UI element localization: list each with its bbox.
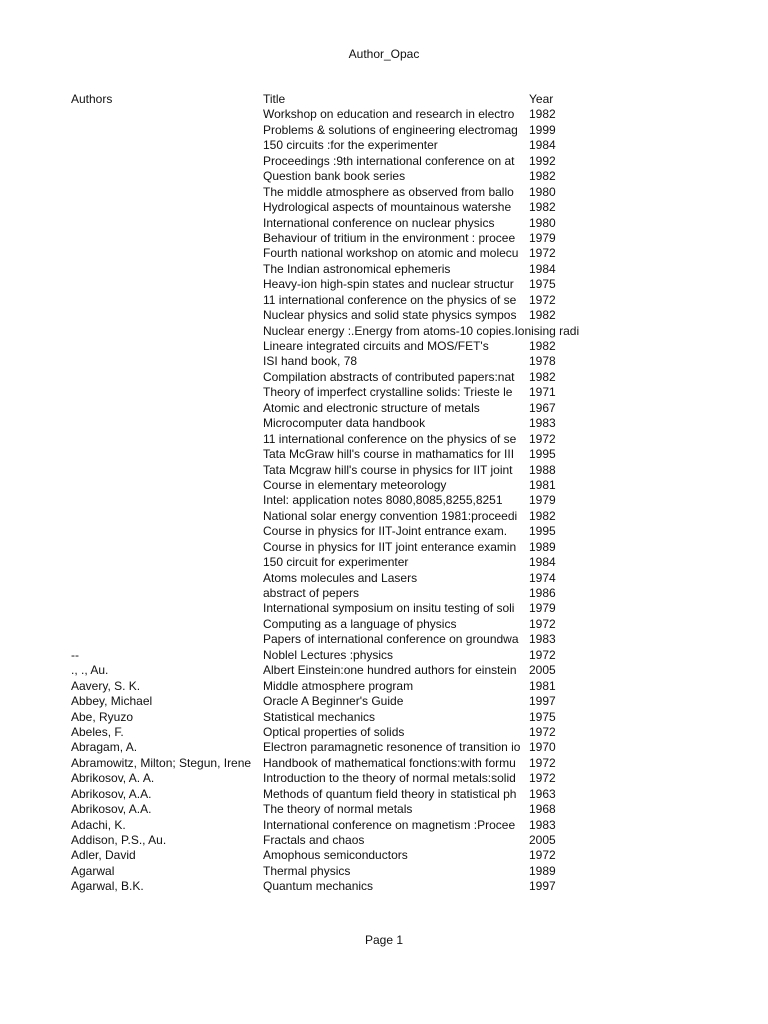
author-cell: Abrikosov, A.A. xyxy=(71,802,152,817)
table-row xyxy=(71,200,591,215)
year-cell: 1979 xyxy=(529,493,556,508)
year-cell: 1981 xyxy=(529,678,556,693)
author-cell: Abramowitz, Milton; Stegun, Irene xyxy=(71,755,252,770)
title-cell: 11 international conference on the physics of se xyxy=(263,431,517,446)
year-cell: 1980 xyxy=(529,215,556,230)
table-row xyxy=(71,169,591,184)
title-cell: Noblel Lectures :physics xyxy=(263,647,394,662)
year-cell: 1968 xyxy=(529,802,556,817)
year-cell: 1972 xyxy=(529,246,556,261)
table-row xyxy=(71,555,591,570)
author-cell: Abrikosov, A. A. xyxy=(71,771,155,786)
year-cell: 1972 xyxy=(529,431,556,446)
year-cell: 1972 xyxy=(529,647,556,662)
title-cell: Atoms molecules and Lasers xyxy=(263,570,418,585)
year-cell: 1983 xyxy=(529,416,556,431)
title-cell: Atomic and electronic structure of metals xyxy=(263,400,480,415)
author-cell: Abbey, Michael xyxy=(71,694,153,709)
title-cell: Course in elementary meteorology xyxy=(263,477,447,492)
table-row xyxy=(71,648,591,663)
header-year: Year xyxy=(529,92,554,106)
author-cell: ., ., Au. xyxy=(71,663,109,678)
title-cell: Nuclear energy :.Energy from atoms-10 copies.Ionising radi xyxy=(263,323,580,338)
title-cell: Theory of imperfect crystalline solids: Trieste le xyxy=(263,385,513,400)
title-cell: Tata McGraw hill's course in mathamatics for III xyxy=(263,447,515,462)
title-cell: Fourth national workshop on atomic and molecu xyxy=(263,246,519,261)
table-row xyxy=(71,293,591,308)
table-row xyxy=(71,710,591,725)
title-cell: Methods of quantum field theory in statistical ph xyxy=(263,786,517,801)
year-cell: 1989 xyxy=(529,863,556,878)
table-row xyxy=(71,138,591,153)
table-row xyxy=(71,246,591,261)
table-row xyxy=(71,632,591,647)
year-cell: 1972 xyxy=(529,755,556,770)
table-row xyxy=(71,601,591,616)
table-row xyxy=(71,416,591,431)
year-cell: 1982 xyxy=(529,169,556,184)
year-cell: 1979 xyxy=(529,230,556,245)
table-row xyxy=(71,231,591,246)
year-cell: 1972 xyxy=(529,616,556,631)
title-cell: The theory of normal metals xyxy=(263,802,413,817)
title-cell: Hydrological aspects of mountainous watershe xyxy=(263,200,512,215)
title-cell: Question bank book series xyxy=(263,169,406,184)
year-cell: 1967 xyxy=(529,400,556,415)
table-row xyxy=(71,725,591,740)
author-cell: Abrikosov, A.A. xyxy=(71,786,152,801)
year-cell: 1972 xyxy=(529,724,556,739)
year-cell: 1983 xyxy=(529,817,556,832)
table-row xyxy=(71,756,591,771)
table-row xyxy=(71,493,591,508)
year-cell: 1970 xyxy=(529,740,556,755)
year-cell: 1984 xyxy=(529,138,556,153)
page-number: Page 1 xyxy=(364,933,404,947)
table-row xyxy=(71,802,591,817)
table-row xyxy=(71,354,591,369)
table-row xyxy=(71,509,591,524)
title-cell: Oracle A Beginner's Guide xyxy=(263,694,404,709)
table-row xyxy=(71,123,591,138)
table-row xyxy=(71,463,591,478)
author-cell: Aavery, S. K. xyxy=(71,678,141,693)
table-row xyxy=(71,478,591,493)
title-cell: Tata Mcgraw hill's course in physics for IIT joint xyxy=(263,462,513,477)
header-title: Title xyxy=(263,92,286,106)
title-cell: Amophous semiconductors xyxy=(263,848,408,863)
table-row xyxy=(71,370,591,385)
table-row xyxy=(71,694,591,709)
title-cell: Course in physics for IIT joint enterance examin xyxy=(263,539,517,554)
title-cell: International symposium on insitu testing of soli xyxy=(263,601,515,616)
catalog-table xyxy=(71,92,591,895)
year-cell: 1982 xyxy=(529,508,556,523)
year-cell: 1999 xyxy=(529,122,556,137)
title-cell: Compilation abstracts of contributed papers:nat xyxy=(263,369,515,384)
title-cell: ISI hand book, 78 xyxy=(263,354,358,369)
table-row xyxy=(71,277,591,292)
author-cell: Adler, David xyxy=(71,848,136,863)
title-cell: Behaviour of tritium in the environment : procee xyxy=(263,230,516,245)
year-cell: 1986 xyxy=(529,586,556,600)
title-cell: Intel: application notes 8080,8085,8255,8251 xyxy=(263,493,503,508)
table-row xyxy=(71,447,591,462)
title-cell: Proceedings :9th international conference on at xyxy=(263,153,515,168)
title-cell: 150 circuit for experimenter xyxy=(263,555,409,570)
year-cell: 1982 xyxy=(529,308,556,323)
table-row xyxy=(71,185,591,200)
year-cell: 1984 xyxy=(529,261,556,276)
page-title: Author_Opac xyxy=(348,47,420,61)
year-cell: 1997 xyxy=(529,879,556,894)
title-cell: Electron paramagnetic resonence of transition io xyxy=(263,740,521,755)
table-row xyxy=(71,107,591,122)
year-cell: 1997 xyxy=(529,694,556,709)
title-cell: Statistical mechanics xyxy=(263,709,376,724)
author-cell: Agarwal xyxy=(71,863,115,878)
year-cell: 1980 xyxy=(529,184,556,199)
title-cell: 150 circuits :for the experimenter xyxy=(263,138,438,153)
title-cell: Problems & solutions of engineering electromag xyxy=(263,122,518,137)
title-cell: 11 international conference on the physics of se xyxy=(263,292,517,307)
author-cell: Abeles, F. xyxy=(71,724,124,739)
title-cell: Handbook of mathematical fonctions:with formu xyxy=(263,755,516,770)
year-cell: 1982 xyxy=(529,200,556,215)
year-cell: 1995 xyxy=(529,447,556,462)
header-authors: Authors xyxy=(71,92,113,106)
year-cell: 1992 xyxy=(529,153,556,168)
year-cell: 1972 xyxy=(529,292,556,307)
year-cell: 1975 xyxy=(529,277,556,292)
table-row xyxy=(71,848,591,863)
table-row xyxy=(71,818,591,833)
table-row xyxy=(71,679,591,694)
year-cell: 1975 xyxy=(529,709,556,724)
title-cell: Microcomputer data handbook xyxy=(263,416,426,431)
title-cell: National solar energy convention 1981:proceedi xyxy=(263,508,518,523)
table-row xyxy=(71,787,591,802)
title-cell: Course in physics for IIT-Joint entrance exam. xyxy=(263,524,508,539)
table-row xyxy=(71,339,591,354)
table-row xyxy=(71,663,591,678)
author-cell: Adachi, K. xyxy=(71,817,126,832)
year-cell: 1978 xyxy=(529,354,556,369)
author-cell: Abe, Ryuzo xyxy=(71,709,134,724)
title-cell: Quantum mechanics xyxy=(263,879,374,894)
year-cell: 1963 xyxy=(529,786,556,801)
year-cell: 1989 xyxy=(529,539,556,554)
title-cell: Computing as a language of physics xyxy=(263,616,457,631)
title-cell: Thermal physics xyxy=(263,863,351,878)
author-cell: Addison, P.S., Au. xyxy=(71,833,167,847)
author-cell: -- xyxy=(71,647,79,662)
table-row xyxy=(71,262,591,277)
year-cell: 1972 xyxy=(529,771,556,786)
title-cell: Fractals and chaos xyxy=(263,833,365,847)
table-row xyxy=(71,586,591,601)
year-cell: 1988 xyxy=(529,462,556,477)
title-cell: Lineare integrated circuits and MOS/FET's xyxy=(263,339,489,353)
year-cell: 1979 xyxy=(529,601,556,616)
year-cell: 2005 xyxy=(529,833,556,847)
table-row xyxy=(71,771,591,786)
title-cell: Albert Einstein:one hundred authors for einstein xyxy=(263,663,517,678)
title-cell: Workshop on education and research in electro xyxy=(263,107,515,122)
table-header-row xyxy=(71,92,591,107)
table-row xyxy=(71,864,591,879)
table-row xyxy=(71,216,591,231)
table-row xyxy=(71,154,591,169)
title-cell: Heavy-ion high-spin states and nuclear structur xyxy=(263,277,514,292)
title-cell: abstract of pepers xyxy=(263,586,360,600)
table-row xyxy=(71,740,591,755)
table-body xyxy=(71,107,591,894)
title-cell: The Indian astronomical ephemeris xyxy=(263,261,451,276)
table-row xyxy=(71,879,591,894)
year-cell: 1971 xyxy=(529,385,556,400)
year-cell: 2005 xyxy=(529,663,556,678)
year-cell: 1974 xyxy=(529,570,556,585)
table-row xyxy=(71,571,591,586)
title-cell: Middle atmosphere program xyxy=(263,678,414,693)
table-row xyxy=(71,617,591,632)
author-cell: Agarwal, B.K. xyxy=(71,879,144,894)
table-row xyxy=(71,540,591,555)
year-cell: 1983 xyxy=(529,632,556,647)
table-row xyxy=(71,833,591,848)
title-cell: Papers of international conference on groundwa xyxy=(263,632,519,647)
title-cell: Nuclear physics and solid state physics sympos xyxy=(263,308,517,323)
table-row xyxy=(71,385,591,400)
year-cell: 1982 xyxy=(529,339,556,353)
table-row xyxy=(71,432,591,447)
year-cell: 1981 xyxy=(529,477,556,492)
year-cell: 1972 xyxy=(529,848,556,863)
year-cell: 1982 xyxy=(529,107,556,122)
table-row xyxy=(71,324,591,339)
year-cell: 1982 xyxy=(529,369,556,384)
title-cell: International conference on magnetism :Procee xyxy=(263,817,516,832)
title-cell: The middle atmosphere as observed from ballo xyxy=(263,184,514,199)
table-row xyxy=(71,524,591,539)
table-row xyxy=(71,308,591,323)
title-cell: Introduction to the theory of normal metals:solid xyxy=(263,771,516,786)
title-cell: International conference on nuclear physics xyxy=(263,215,495,230)
year-cell: 1995 xyxy=(529,524,556,539)
table-row xyxy=(71,401,591,416)
year-cell: 1984 xyxy=(529,555,556,570)
author-cell: Abragam, A. xyxy=(71,740,138,755)
title-cell: Optical properties of solids xyxy=(263,724,405,739)
